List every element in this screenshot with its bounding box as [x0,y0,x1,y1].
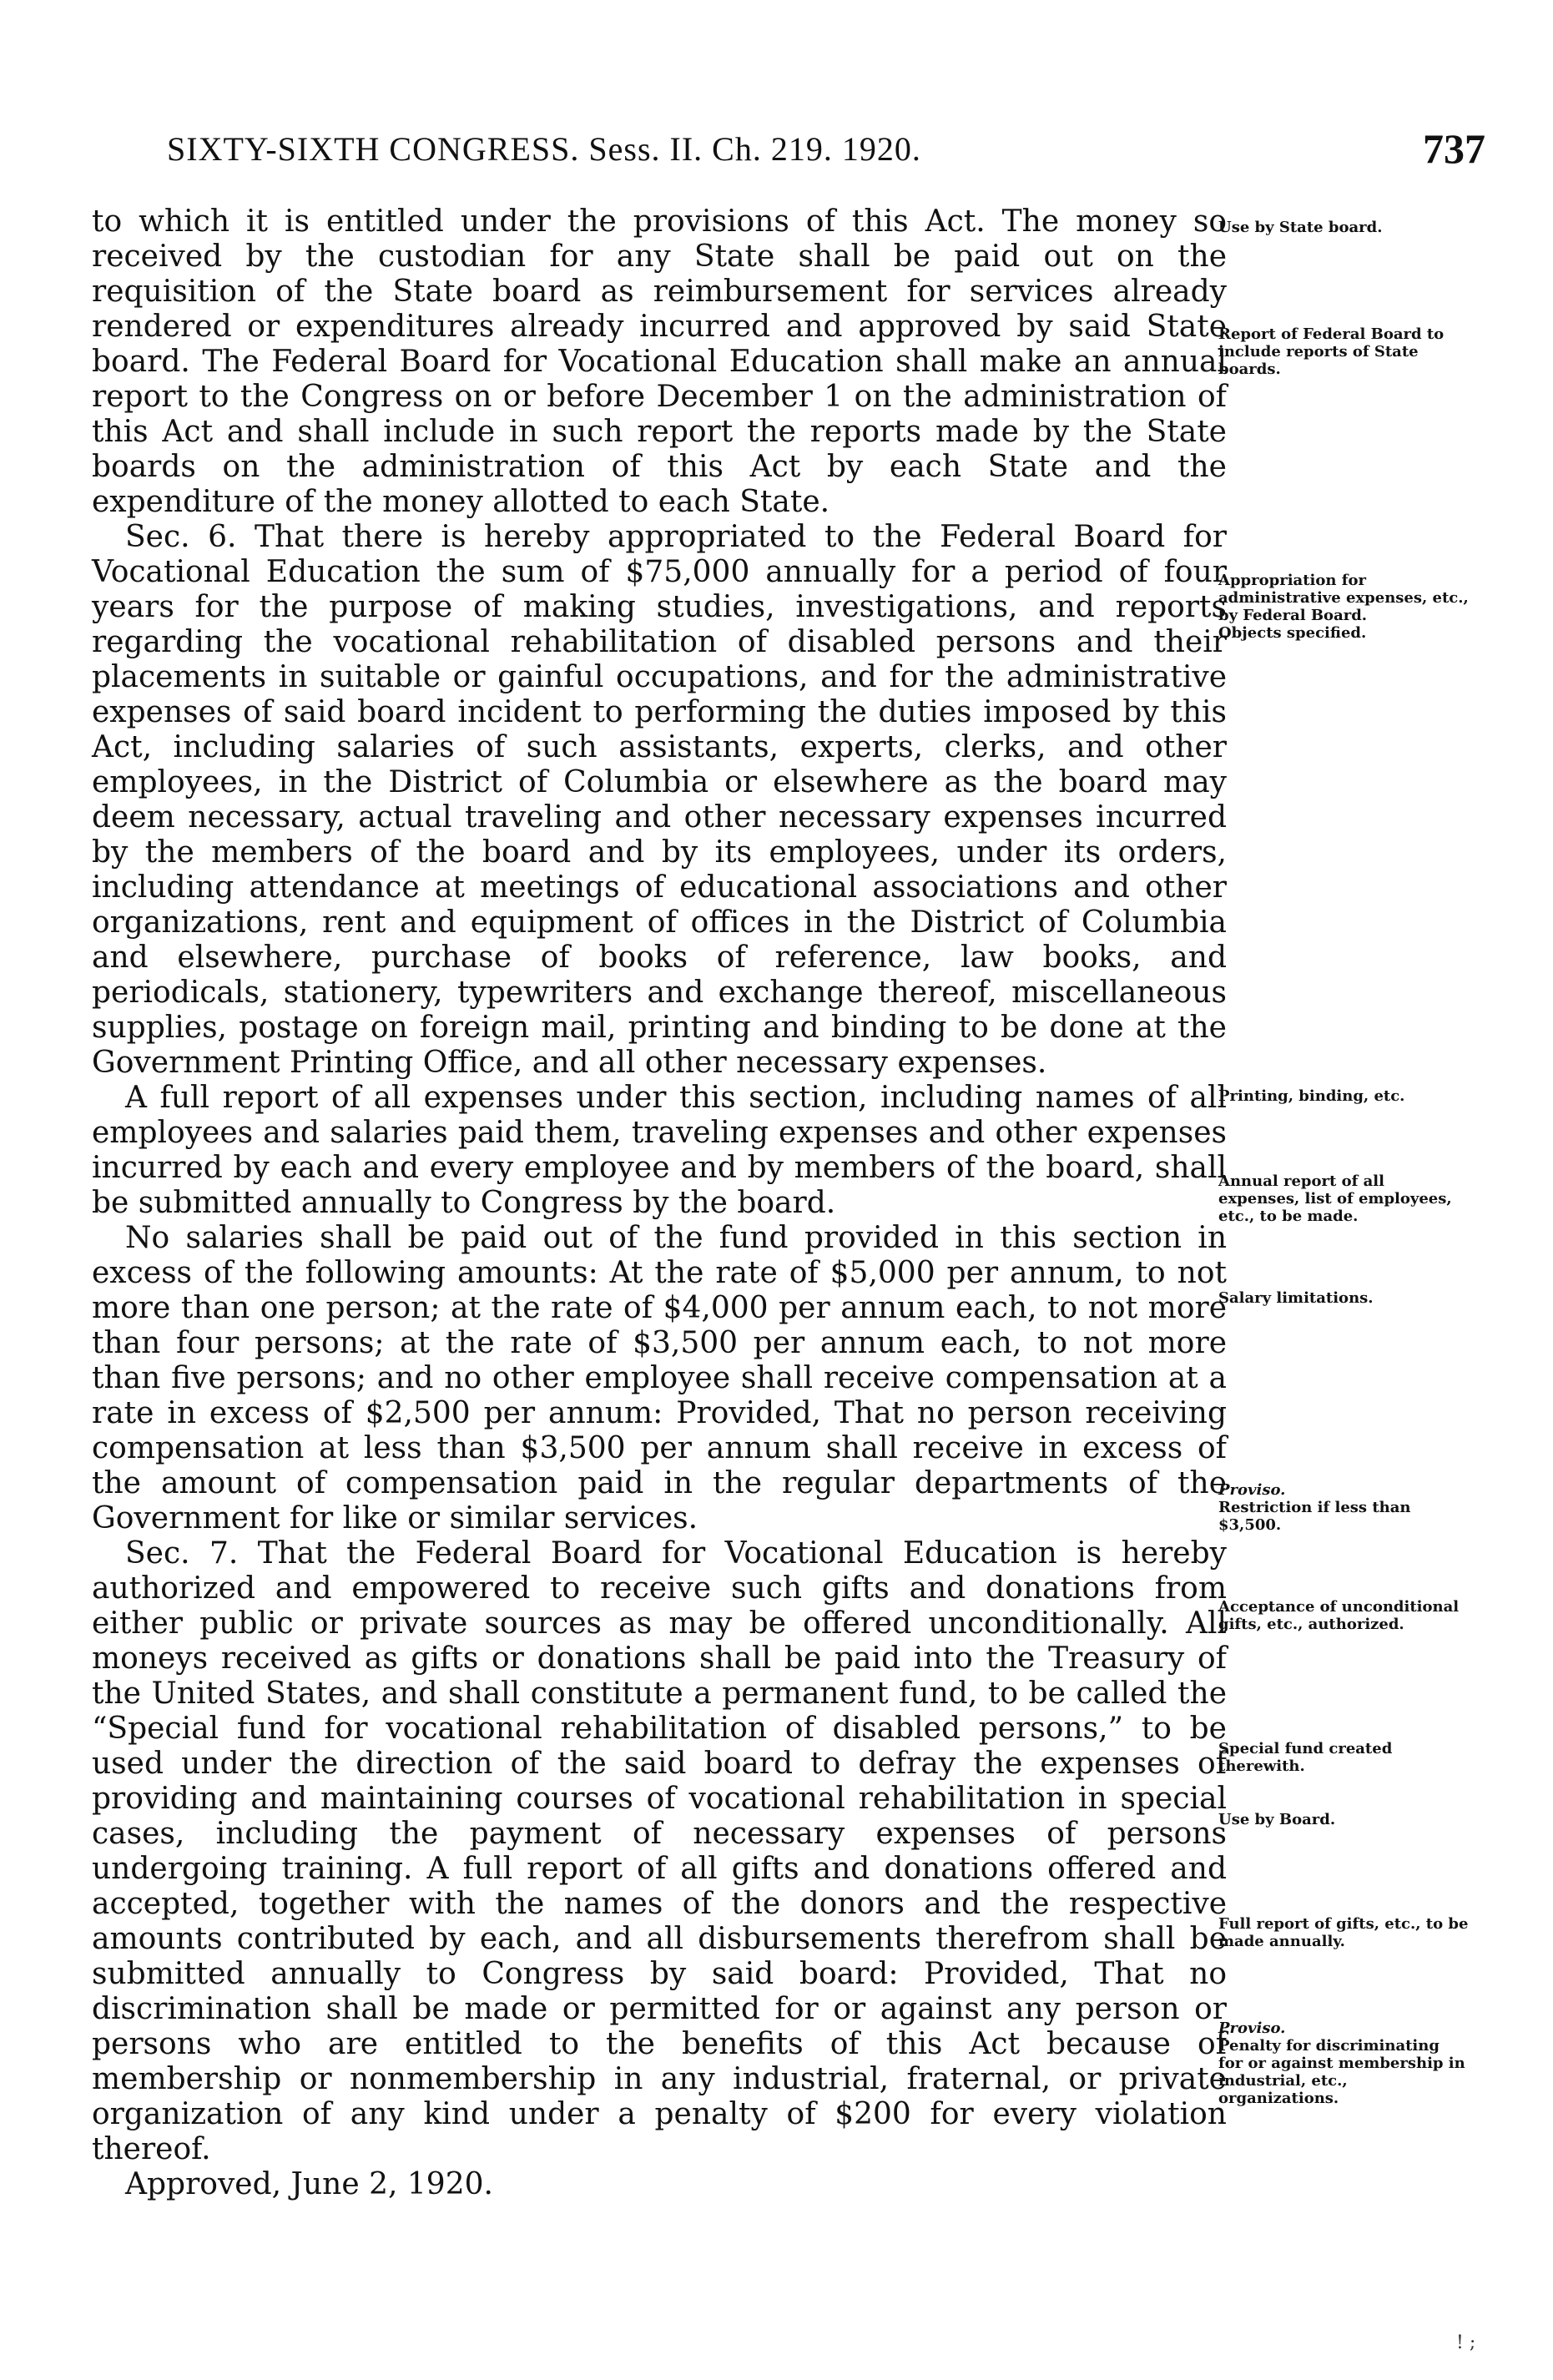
margin-note-proviso [1218,2019,1469,2107]
paragraph-expense-report: A full report of all expenses under this section, including names of all employees and salaries paid them, traveling expenses and other expenses incurred by each and every employee and by members of the board, shall be submitted annually to Congress by the board. [92,1081,1227,1220]
running-header [167,125,1485,179]
proviso-text: Restriction if less than $3,500. [1218,1499,1411,1534]
approval-line: Approved, June 2, 1920. [125,2167,493,2201]
proviso-label: Proviso. [1218,1481,1286,1499]
paragraph-sec-7: Sec. 7. That the Federal Board for Vocational Education is hereby authorized and empowered to receive such gifts and donations from either public or private sources as may be offered unconditionally. All moneys received as gifts or donations shall be paid into the Treasury of the United States, and shall constitute a permanent fund, to be called the “Special fund for vocational rehabilitation of disabled persons,” to be used under the direction of the said board to defray the expenses of providing and maintaining courses of vocational rehabilitation in special cases, including the payment of necessary expenses of persons undergoing training. A full report of all gifts and donations offered and accepted, together with the names of the donors and the respective amounts contributed by each, and all disbursements therefrom shall be submitted annually to Congress by said board: Provided, That no discrimination shall be made or permitted for or against any person or persons who are entitled to the benefits of this Act because of membership or nonmembership in any industrial, fraternal, or private organization of any kind under a penalty of $200 for every violation thereof. [92,1536,1227,2166]
proviso-label: Proviso. [1218,2019,1286,2037]
margin-note: Acceptance of unconditional gifts, etc., authorized. [1218,1598,1460,1633]
margin-note: Use by Board. [1218,1811,1336,1828]
margin-note: Objects specified. [1218,624,1367,642]
proviso-text: Penalty for discriminating for or against membership in industrial, etc., organizations. [1218,2037,1465,2107]
margin-note: Special fund created therewith. [1218,1740,1393,1775]
paragraph-continuation: to which it is entitled under the provisions of this Act. The money so received by the custodian for any State shall be paid out on the requisition of the State board as reimbursement for services already rendered or expenditures already incurred and approved by said State board. The Federal Board for Vocational Education shall make an annual report to the Congress on or before December 1 on the administration of this Act and shall include in such report the reports made by the State boards on the administration of this Act by each State and the expenditure of the money allotted to each State. [92,204,1227,519]
margin-note: Report of Federal Board to include reports of State boards. [1218,325,1445,378]
running-title: SIXTY-SIXTH CONGRESS. Sess. II. Ch. 219. 1920. [167,130,921,168]
paragraph-sec-6: Sec. 6. That there is hereby appropriated to the Federal Board for Vocational Education the sum of $75,000 annually for a period of four years for the purpose of making studies, investigations, and reports regarding the vocational rehabilitation of disabled persons and their placements in suitable or gainful occupations, and for the administrative expenses of said board incident to performing the duties imposed by this Act, including salaries of such assistants, experts, clerks, and other employees, in the District of Columbia or elsewhere as the board may deem necessary, actual traveling and other necessary expenses incurred by the members of the board and by its employees, under its orders, including attendance at meetings of educational associations and other organizations, rent and equipment of offices in the District of Columbia and elsewhere, purchase of books of reference, law books, and periodicals, stationery, typewriters and exchange thereof, miscellaneous supplies, postage on foreign mail, printing and binding to be done at the Government Printing Office, and all other necessary expenses. [92,520,1227,1080]
margin-note: Full report of gifts, etc., to be made annually. [1218,1915,1469,1950]
margin-note: Use by State board. [1218,219,1383,236]
statute-text [92,204,1227,2202]
stray-marks: ! ; [1456,2332,1476,2353]
paragraph-salary-limits: No salaries shall be paid out of the fund provided in this section in excess of the following amounts: At the rate of $5,000 per annum, to not more than one person; at the rate of $4,000 per annum each, to not more than four persons; at the rate of $3,500 per annum each, to not more than five persons; and no other employee shall receive compensation at a rate in excess of $2,500 per annum: Provided, That no person receiving compensation at less than $3,500 per annum shall receive in excess of the amount of compensation paid in the regular departments of the Government for like or similar services. [92,1221,1227,1535]
margin-note: Appropriation for administrative expenses, etc., by Federal Board. [1218,572,1469,624]
page-number: 737 [1423,125,1485,172]
margin-note: Salary limitations. [1218,1289,1374,1307]
margin-note: Annual report of all expenses, list of employees, etc., to be made. [1218,1172,1452,1225]
margin-note: Printing, binding, etc. [1218,1087,1405,1105]
margin-note-proviso [1218,1481,1469,1534]
